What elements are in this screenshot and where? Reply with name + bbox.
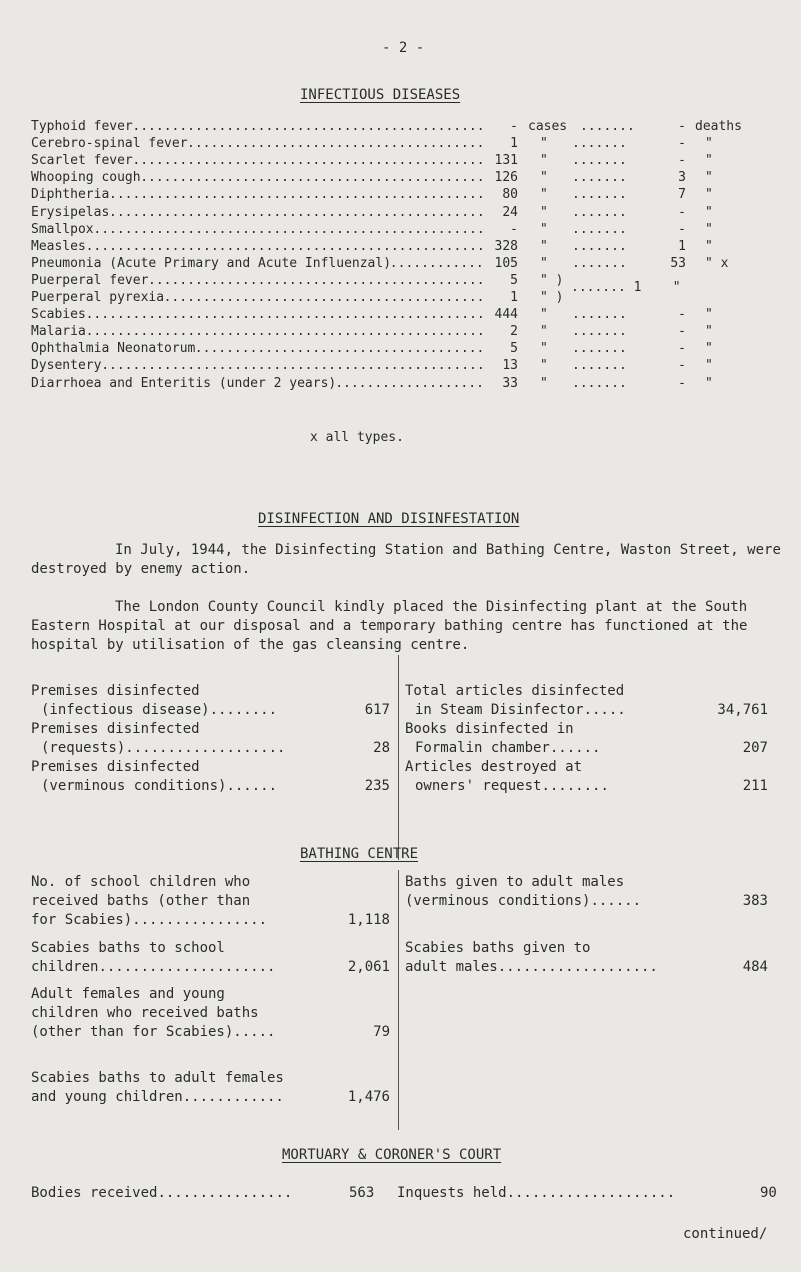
cases-unit: " xyxy=(540,153,548,169)
disease-row xyxy=(31,152,791,170)
bath-label-line xyxy=(31,1070,284,1086)
bath-value: 1,476 xyxy=(347,1089,390,1105)
disease-row xyxy=(31,238,791,256)
leader-dots: ................ xyxy=(132,912,268,928)
disinfection-para2-text: The London County Council kindly placed the Disinfecting plant at the South Eastern Hospital at our disposal and a temporary bathing centre has functioned at the hospital by utilisation of the gas cleansing centre. xyxy=(31,599,748,653)
leader-dots-deaths: ....... xyxy=(572,358,627,374)
bath-label-line xyxy=(31,986,225,1002)
disease-row xyxy=(31,357,791,375)
puerperal-deaths-value: 1 xyxy=(633,280,642,296)
deaths-value: - xyxy=(678,358,686,374)
stat-label-line2 xyxy=(415,778,609,794)
disease-name: Malaria xyxy=(31,324,86,340)
bath-value: 484 xyxy=(742,959,768,975)
disease-row xyxy=(31,255,791,273)
cases-value: 24 xyxy=(502,204,518,220)
stat-label-line2 xyxy=(41,702,277,718)
cases-unit: " xyxy=(540,324,548,340)
cases-unit: cases xyxy=(528,119,568,134)
disease-name: Scarlet fever xyxy=(31,153,133,169)
disease-name: Typhoid fever xyxy=(31,119,133,134)
stat-label-line2 xyxy=(415,740,600,756)
leader-dots: ................................................... xyxy=(85,307,485,323)
deaths-unit: " xyxy=(705,187,713,203)
cases-value: 13 xyxy=(502,358,518,374)
deaths-value: - xyxy=(678,119,686,134)
disease-name: Smallpox xyxy=(31,221,94,237)
leader-dots: ..................................... xyxy=(194,341,485,357)
bodies-label-text: Bodies received xyxy=(31,1185,158,1201)
bathing-heading: BATHING CENTRE xyxy=(300,846,419,862)
leader-dots: ............ xyxy=(389,255,484,271)
disease-row xyxy=(31,186,791,204)
leader-dots: ................... xyxy=(125,740,286,756)
bath-label-text: Scabies baths to school xyxy=(31,940,225,956)
leader-dots: ........ xyxy=(209,702,278,718)
leader-dots-deaths: ....... xyxy=(572,238,627,254)
stat-label-line1: Total articles disinfected xyxy=(405,683,625,699)
stat-label-line1: Premises disinfected xyxy=(31,721,200,737)
disinfection-heading: DISINFECTION AND DISINFESTATION xyxy=(258,511,520,527)
deaths-value: - xyxy=(678,153,686,169)
deaths-value: 3 xyxy=(678,170,686,186)
disease-name: Diarrhoea and Enteritis (under 2 years) xyxy=(31,375,337,391)
deaths-value: - xyxy=(678,341,686,357)
bath-label-line xyxy=(31,959,275,975)
leader-dots-deaths: ....... xyxy=(572,136,627,152)
leader-dots-combined: ....... xyxy=(571,280,626,296)
bath-value: 1,118 xyxy=(347,912,390,928)
disease-row xyxy=(31,135,791,153)
inquests-held-label: Inquests held.................... xyxy=(397,1185,676,1201)
leader-dots: ...... xyxy=(549,740,601,756)
disease-name: Scabies xyxy=(31,307,86,323)
cases-value: 5 xyxy=(510,272,518,288)
cases-value: 131 xyxy=(494,153,518,169)
bath-label-text: (other than for Scabies) xyxy=(31,1024,234,1040)
deaths-value: - xyxy=(678,204,686,220)
leader-dots-deaths: ....... xyxy=(572,187,627,203)
leader-dots: ............................................ xyxy=(140,170,485,186)
stat-label-text: (verminous conditions) xyxy=(41,778,227,794)
bath-label-text: Scabies baths given to xyxy=(405,940,591,956)
cases-unit: " xyxy=(540,204,548,220)
disease-row xyxy=(31,340,791,358)
puerperal-combined-deaths xyxy=(571,280,681,295)
leader-dots: ................... xyxy=(497,959,658,975)
cases-value: - xyxy=(510,119,518,134)
stat-value: 211 xyxy=(742,778,768,794)
stat-label-line2 xyxy=(415,702,626,718)
leader-dots-deaths: ....... xyxy=(572,170,627,186)
stat-label-text: owners' request xyxy=(415,778,542,794)
disinfection-divider xyxy=(398,655,399,860)
deaths-unit: " xyxy=(705,358,713,374)
leader-dots: ................................................ xyxy=(109,187,485,203)
disease-name: Whooping cough xyxy=(31,170,141,186)
leader-dots: ............................................. xyxy=(132,153,485,169)
cases-unit: " xyxy=(540,238,548,254)
leader-dots: ........................................... xyxy=(148,272,485,288)
deaths-unit: " xyxy=(705,375,713,391)
footnote-all-types: x all types. xyxy=(310,430,404,445)
leader-dots: ...... xyxy=(226,778,278,794)
deaths-value: - xyxy=(678,307,686,323)
stat-label-line2 xyxy=(41,778,277,794)
disease-name: Measles xyxy=(31,238,86,254)
leader-dots: ..... xyxy=(583,702,626,718)
disease-name: Ophthalmia Neonatorum xyxy=(31,341,196,357)
bath-label-line xyxy=(405,874,624,890)
disease-name: Erysipelas xyxy=(31,204,110,220)
bath-label-text: No. of school children who xyxy=(31,874,251,890)
cases-unit: " xyxy=(540,255,548,271)
stat-label-line1: Premises disinfected xyxy=(31,759,200,775)
disease-name: Cerebro-spinal fever xyxy=(31,136,188,152)
leader-dots: ..................... xyxy=(98,959,276,975)
leader-dots-deaths: ....... xyxy=(572,307,627,323)
stat-label-text: (infectious disease) xyxy=(41,702,210,718)
bath-label-text: Baths given to adult males xyxy=(405,874,625,890)
inquests-held-value: 90 xyxy=(760,1185,777,1201)
deaths-value: - xyxy=(678,324,686,340)
stat-label-line1: Premises disinfected xyxy=(31,683,200,699)
cases-unit: " xyxy=(540,375,548,391)
bath-label-text: (verminous conditions) xyxy=(405,893,591,909)
leader-dots: ............................................. xyxy=(132,119,485,134)
bath-label-line xyxy=(31,912,267,928)
leader-dots: ..... xyxy=(233,1024,276,1040)
disinfection-para1-text: In July, 1944, the Disinfecting Station and Bathing Centre, Waston Street, were destroyed by enemy action. xyxy=(31,542,781,577)
deaths-value: 53 xyxy=(670,255,686,271)
cases-value: 328 xyxy=(494,238,518,254)
cases-unit: " xyxy=(540,358,548,374)
leader-dots-deaths: ....... xyxy=(572,255,627,271)
stat-value: 28 xyxy=(373,740,390,756)
deaths-unit: " xyxy=(705,221,713,237)
deaths-value: 1 xyxy=(678,238,686,254)
leader-dots: ................................................... xyxy=(85,238,485,254)
bath-label-text: children xyxy=(31,959,99,975)
deaths-unit: " xyxy=(705,324,713,340)
deaths-value: - xyxy=(678,375,686,391)
bath-label-line xyxy=(31,874,250,890)
bath-label-line xyxy=(31,1089,284,1105)
mortuary-heading: MORTUARY & CORONER'S COURT xyxy=(282,1147,502,1163)
continued-note: continued/ xyxy=(683,1226,768,1242)
deaths-value: 7 xyxy=(678,187,686,203)
disease-row xyxy=(31,169,791,187)
leader-dots: ...... xyxy=(590,893,642,909)
disinfection-paragraph-2 xyxy=(31,598,796,655)
cases-unit: " xyxy=(540,170,548,186)
bath-value: 2,061 xyxy=(347,959,390,975)
leader-dots: ................................................... xyxy=(85,324,485,340)
leader-dots-deaths: ....... xyxy=(572,324,627,340)
bodies-received-label: Bodies received................ xyxy=(31,1185,293,1201)
cases-value: 80 xyxy=(502,187,518,203)
cases-value: - xyxy=(510,221,518,237)
bath-label-line xyxy=(31,893,250,909)
leader-dots-deaths: ....... xyxy=(572,341,627,357)
page-number: - 2 - xyxy=(382,40,425,56)
cases-value: 126 xyxy=(494,170,518,186)
cases-value: 105 xyxy=(494,255,518,271)
leader-dots: ......................................... xyxy=(163,290,485,305)
cases-unit: " ) xyxy=(540,290,564,305)
inquests-label-text: Inquests held xyxy=(397,1185,507,1201)
deaths-unit: " xyxy=(705,153,713,169)
bath-label-text: Scabies baths to adult females xyxy=(31,1070,284,1086)
bath-label-line xyxy=(405,940,590,956)
infectious-heading: INFECTIOUS DISEASES xyxy=(300,87,461,103)
deaths-unit: " xyxy=(705,170,713,186)
bath-value: 79 xyxy=(373,1024,390,1040)
deaths-unit: " xyxy=(705,307,713,323)
leader-dots-deaths: ....... xyxy=(572,204,627,220)
stat-label-text: in Steam Disinfector xyxy=(415,702,584,718)
disease-row xyxy=(31,306,791,324)
cases-unit: " xyxy=(540,341,548,357)
stat-label-text: (requests) xyxy=(41,740,126,756)
stat-label-text: Formalin chamber xyxy=(415,740,550,756)
disease-row xyxy=(31,204,791,222)
bath-label-line xyxy=(31,1024,275,1040)
puerperal-deaths-unit: " xyxy=(672,280,681,296)
bath-label-text: Adult females and young xyxy=(31,986,225,1002)
disinfection-paragraph-1 xyxy=(31,541,791,579)
stat-value: 207 xyxy=(742,740,768,756)
disease-row xyxy=(31,118,791,136)
bath-label-line xyxy=(31,1005,259,1021)
deaths-unit: " xyxy=(705,238,713,254)
bath-value: 383 xyxy=(742,893,768,909)
cases-unit: " ) xyxy=(540,272,564,288)
stat-label-line2 xyxy=(41,740,285,756)
disease-name: Pneumonia (Acute Primary and Acute Influenzal) xyxy=(31,255,392,271)
leader-dots-deaths: ....... xyxy=(572,375,627,391)
bath-label-line xyxy=(405,959,658,975)
deaths-unit: " xyxy=(705,204,713,220)
leader-dots-deaths: ....... xyxy=(580,119,635,134)
disease-row xyxy=(31,323,791,341)
leader-dots: ................... xyxy=(335,375,484,391)
deaths-value: - xyxy=(678,136,686,152)
bath-label-text: adult males xyxy=(405,959,498,975)
cases-value: 2 xyxy=(510,324,518,340)
cases-value: 33 xyxy=(502,375,518,391)
cases-unit: " xyxy=(540,221,548,237)
disease-name: Puerperal pyrexia xyxy=(31,290,165,305)
cases-value: 1 xyxy=(510,290,518,305)
leader-dots-deaths: ....... xyxy=(572,153,627,169)
stat-value: 235 xyxy=(364,778,390,794)
deaths-unit: " x xyxy=(705,255,729,271)
bathing-divider xyxy=(398,870,399,1130)
leader-dots-deaths: ....... xyxy=(572,221,627,237)
disease-name: Puerperal fever xyxy=(31,272,149,288)
deaths-unit: deaths xyxy=(695,119,742,134)
disease-name: Dysentery xyxy=(31,358,102,374)
leader-dots: .................................................. xyxy=(93,221,485,237)
leader-dots: ............ xyxy=(182,1089,284,1105)
leader-dots: ................................................. xyxy=(101,358,485,374)
cases-unit: " xyxy=(540,307,548,323)
leader-dots: ...................................... xyxy=(187,136,485,152)
deaths-value: - xyxy=(678,221,686,237)
bath-label-line xyxy=(31,940,225,956)
cases-value: 444 xyxy=(494,307,518,323)
deaths-unit: " xyxy=(705,341,713,357)
bodies-received-value: 563 xyxy=(349,1185,375,1201)
bath-label-text: for Scabies) xyxy=(31,912,133,928)
stat-label-line1: Books disinfected in xyxy=(405,721,574,737)
stat-label-line1: Articles destroyed at xyxy=(405,759,583,775)
cases-unit: " xyxy=(540,187,548,203)
stat-value: 34,761 xyxy=(717,702,768,718)
stat-value: 617 xyxy=(364,702,390,718)
disease-name: Diphtheria xyxy=(31,187,110,203)
disease-row xyxy=(31,221,791,239)
deaths-unit: " xyxy=(705,136,713,152)
bath-label-line xyxy=(405,893,641,909)
cases-value: 5 xyxy=(510,341,518,357)
bath-label-text: received baths (other than xyxy=(31,893,251,909)
leader-dots: ........ xyxy=(541,778,609,794)
bath-label-text: and young children xyxy=(31,1089,183,1105)
cases-unit: " xyxy=(540,136,548,152)
cases-value: 1 xyxy=(510,136,518,152)
leader-dots: ................................................ xyxy=(109,204,485,220)
bath-label-text: children who received baths xyxy=(31,1005,259,1021)
disease-row xyxy=(31,375,791,393)
